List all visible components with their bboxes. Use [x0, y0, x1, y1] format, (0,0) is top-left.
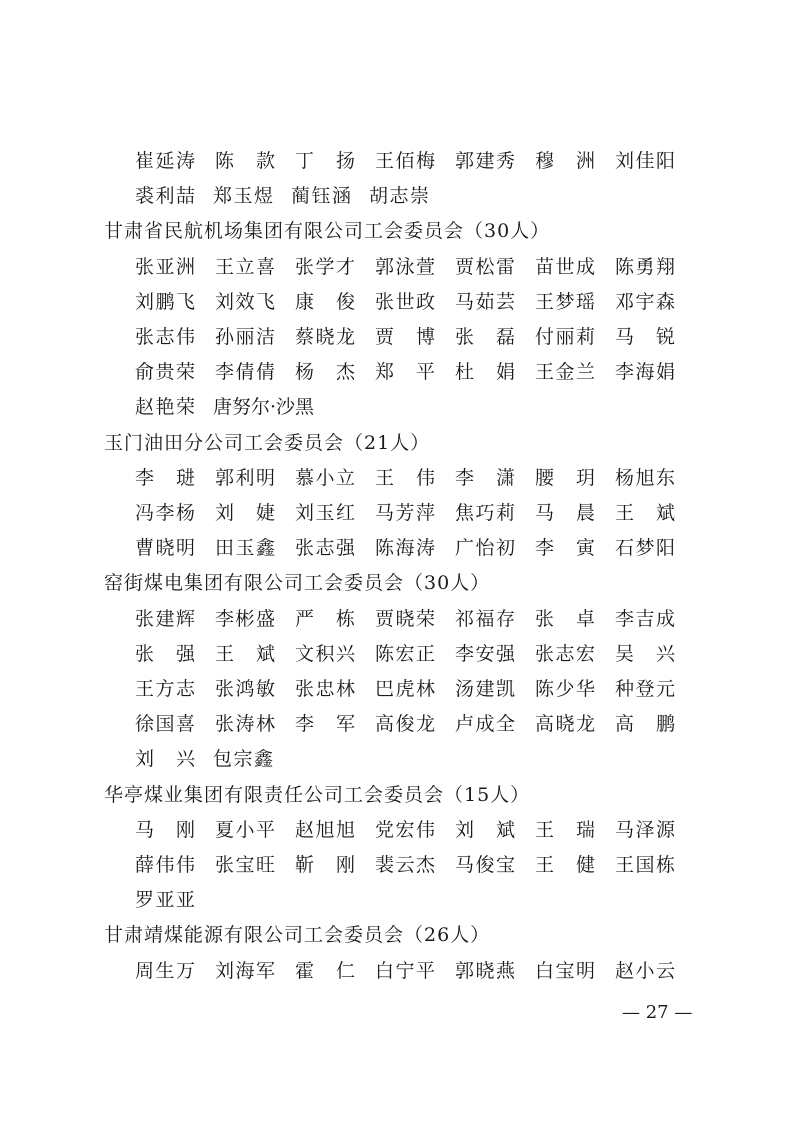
member-name: 赵旭旭 — [295, 818, 355, 841]
member-name: 张 强 — [135, 642, 195, 665]
member-name: 邓宇森 — [615, 290, 675, 313]
member-name: 夏小平 — [215, 818, 275, 841]
member-name: 包宗鑫 — [213, 748, 273, 771]
member-name: 王 瑞 — [535, 818, 595, 841]
member-name: 马茹芸 — [455, 290, 515, 313]
member-name: 王 斌 — [215, 642, 275, 665]
member-name: 付丽莉 — [535, 326, 595, 348]
member-name: 罗亚亚 — [135, 889, 195, 912]
member-name: 崔延涛 — [135, 150, 195, 172]
member-name: 马 锐 — [615, 326, 675, 348]
member-name: 刘 兴 — [135, 748, 195, 771]
member-name: 马 刚 — [135, 818, 195, 841]
member-name: 张志强 — [295, 537, 355, 560]
member-name: 张志伟 — [135, 326, 195, 348]
member-name: 蔺钰涵 — [291, 185, 351, 208]
member-name: 马 晨 — [535, 502, 595, 524]
member-name: 田玉鑫 — [215, 537, 275, 560]
member-name: 陈少华 — [535, 678, 595, 700]
member-name: 文积兴 — [295, 642, 355, 665]
member-name: 白宁平 — [375, 959, 435, 982]
member-name: 汤建凯 — [455, 678, 515, 700]
member-name: 郑玉煜 — [213, 185, 273, 208]
name-row — [135, 357, 675, 387]
member-name: 胡志崇 — [369, 185, 429, 208]
member-name: 曹晓明 — [135, 537, 195, 560]
member-name: 张志宏 — [535, 642, 595, 665]
org-heading: 甘肃靖煤能源有限公司工会委员会（26人） — [104, 924, 491, 947]
member-name: 丁 扬 — [295, 150, 355, 172]
name-row — [135, 146, 675, 176]
member-name: 陈宏正 — [375, 642, 435, 665]
member-name: 张 卓 — [535, 607, 595, 630]
member-name: 裘利喆 — [135, 185, 195, 208]
member-name: 张亚洲 — [135, 255, 195, 278]
member-name: 卢成全 — [455, 713, 515, 736]
member-name: 杨 杰 — [295, 361, 355, 384]
member-name: 张涛林 — [215, 713, 275, 736]
member-name: 巴虎林 — [375, 678, 435, 700]
member-name: 李倩倩 — [215, 361, 275, 384]
name-row — [135, 533, 675, 563]
member-name: 杜 娟 — [455, 361, 515, 384]
name-row — [135, 287, 675, 317]
member-name: 靳 刚 — [295, 854, 355, 876]
member-name: 焦巧莉 — [455, 502, 515, 524]
name-row — [135, 850, 675, 880]
member-name: 俞贵荣 — [135, 361, 195, 384]
member-name: 李 军 — [295, 713, 355, 736]
member-name: 杨旭东 — [615, 466, 675, 489]
member-name: 高俊龙 — [375, 713, 435, 736]
org-heading: 甘肃省民航机场集团有限公司工会委员会（30人） — [104, 220, 551, 243]
member-name: 孙丽洁 — [215, 326, 275, 348]
member-name: 康 俊 — [295, 290, 355, 313]
member-name: 张建辉 — [135, 607, 195, 630]
member-name: 蔡晓龙 — [295, 326, 355, 348]
member-name: 裴云杰 — [375, 854, 435, 876]
name-row — [135, 744, 675, 774]
member-name: 张世政 — [375, 290, 435, 313]
name-row — [135, 252, 675, 282]
member-name: 王梦瑶 — [535, 290, 595, 313]
member-name: 穆 洲 — [535, 150, 595, 172]
member-name: 张 磊 — [455, 326, 515, 348]
member-name: 李 潇 — [455, 466, 515, 489]
member-name: 刘 婕 — [215, 502, 275, 524]
member-name: 赵小云 — [615, 959, 675, 982]
member-name: 石梦阳 — [615, 537, 675, 560]
member-name: 王立喜 — [215, 255, 275, 278]
member-name: 王 伟 — [375, 466, 435, 489]
org-heading: 窑街煤电集团有限公司工会委员会（30人） — [104, 572, 491, 595]
member-name: 王 斌 — [615, 502, 675, 524]
name-row — [135, 815, 675, 845]
org-heading: 华亭煤业集团有限责任公司工会委员会（15人） — [104, 783, 531, 806]
member-name: 广怡初 — [455, 537, 515, 560]
member-name: 刘 斌 — [455, 818, 515, 841]
member-name: 郭建秀 — [455, 150, 515, 172]
page-number: — 27 — — [622, 1002, 693, 1023]
member-name: 霍 仁 — [295, 959, 355, 982]
member-name: 张学才 — [295, 255, 355, 278]
member-name: 苗世成 — [535, 255, 595, 278]
member-name: 郑 平 — [375, 361, 435, 384]
member-name: 王方志 — [135, 678, 195, 700]
member-name: 刘玉红 — [295, 502, 355, 524]
member-name: 慕小立 — [295, 466, 355, 489]
member-name: 祁福存 — [455, 607, 515, 630]
member-name: 王金兰 — [535, 361, 595, 384]
member-name: 高 鹏 — [615, 713, 675, 736]
member-name: 陈海涛 — [375, 537, 435, 560]
member-name: 赵艳荣 — [135, 396, 195, 419]
member-name: 徐国喜 — [135, 713, 195, 736]
member-name: 王国栋 — [615, 854, 675, 876]
member-name: 白宝明 — [535, 959, 595, 982]
member-name: 马泽源 — [615, 818, 675, 841]
name-row — [135, 392, 675, 422]
member-name: 王佰梅 — [375, 150, 435, 172]
member-name: 刘鹏飞 — [135, 290, 195, 313]
member-name: 贾晓荣 — [375, 607, 435, 630]
name-row — [135, 674, 675, 704]
member-name: 李海娟 — [615, 361, 675, 384]
member-name: 高晓龙 — [535, 713, 595, 736]
name-row — [135, 498, 675, 528]
member-name: 张忠林 — [295, 678, 355, 700]
member-name: 郭晓燕 — [455, 959, 515, 982]
name-row — [135, 604, 675, 634]
member-name: 周生万 — [135, 959, 195, 982]
member-name: 刘海军 — [215, 959, 275, 982]
name-row — [135, 181, 675, 211]
member-name: 党宏伟 — [375, 818, 435, 841]
name-row — [135, 322, 675, 352]
member-name: 刘效飞 — [215, 290, 275, 313]
name-row — [135, 956, 675, 986]
name-row — [135, 885, 675, 915]
member-name: 李 寅 — [535, 537, 595, 560]
member-name: 王 健 — [535, 854, 595, 876]
member-name: 种登元 — [615, 678, 675, 700]
member-name: 贾 博 — [375, 326, 435, 348]
name-row — [135, 709, 675, 739]
member-name: 唐努尔·沙黑 — [213, 396, 315, 419]
member-name: 腰 玥 — [535, 466, 595, 489]
member-name: 薛伟伟 — [135, 854, 195, 876]
member-name: 贾松雷 — [455, 255, 515, 278]
member-name: 马俊宝 — [455, 854, 515, 876]
member-name: 李吉成 — [615, 607, 675, 630]
name-row — [135, 463, 675, 493]
org-heading: 玉门油田分公司工会委员会（21人） — [104, 431, 431, 454]
member-name: 陈勇翔 — [615, 255, 675, 278]
member-name: 严 栋 — [295, 607, 355, 630]
member-name: 陈 款 — [215, 150, 275, 172]
member-name: 张宝旺 — [215, 854, 275, 876]
member-name: 李 琎 — [135, 466, 195, 489]
name-row — [135, 639, 675, 669]
member-name: 马芳萍 — [375, 502, 435, 524]
member-name: 李彬盛 — [215, 607, 275, 630]
member-name: 吴 兴 — [615, 642, 675, 665]
member-name: 刘佳阳 — [615, 150, 675, 172]
member-name: 李安强 — [455, 642, 515, 665]
member-name: 张鸿敏 — [215, 678, 275, 700]
member-name: 郭泳萱 — [375, 255, 435, 278]
member-name: 冯李杨 — [135, 502, 195, 524]
member-name: 郭利明 — [215, 466, 275, 489]
